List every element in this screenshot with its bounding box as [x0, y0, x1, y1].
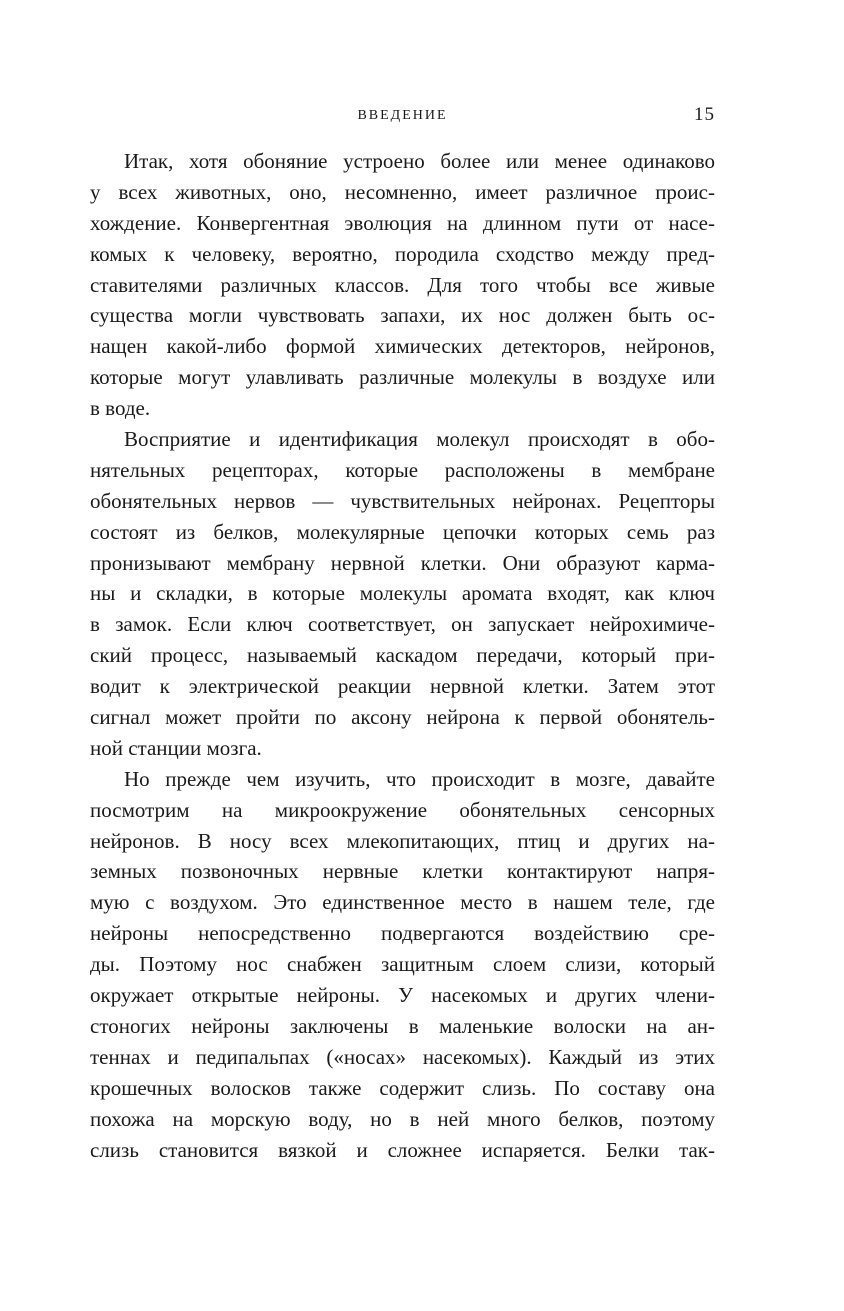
text-line: теннах и педипальпах («носах» насекомых). Каждый из этих [90, 1044, 715, 1069]
text-line: сигнал может пройти по аксону нейрона к первой обонятель- [90, 705, 715, 730]
text-line: ский процесс, называемый каскадом передачи, который при- [90, 643, 715, 668]
text-line: похожа на морскую воду, но в ней много белков, поэтому [90, 1106, 715, 1131]
text-line: водит к электрической реакции нервной клетки. Затем этот [90, 674, 715, 699]
text-line: нятельных рецепторах, которые расположены в мембране [90, 457, 715, 482]
body-text [90, 146, 715, 1165]
text-line: ной станции мозга. [90, 735, 262, 760]
running-head [90, 104, 715, 128]
text-line: которые могут улавливать различные молекулы в воздухе или [90, 365, 715, 390]
paragraph [90, 146, 715, 424]
text-line: обонятельных нервов — чувствительных нейронах. Рецепторы [90, 488, 715, 513]
page-number: 15 [694, 104, 715, 125]
paragraph [90, 764, 715, 1166]
text-line: Но прежде чем изучить, что происходит в мозге, давайте [124, 766, 715, 791]
text-line: стоногих нейроны заключены в маленькие волоски на ан- [90, 1013, 715, 1038]
text-line: нейроны непосредственно подвергаются воздействию сре- [90, 921, 715, 946]
text-line: Восприятие и идентификация молекул происходят в обо- [124, 427, 715, 452]
text-line: ны и складки, в которые молекулы аромата входят, как ключ [90, 581, 715, 606]
text-line: Итак, хотя обоняние устроено более или менее одинаково [124, 149, 715, 173]
text-line: в воде. [90, 396, 151, 421]
text-line: пронизывают мембрану нервной клетки. Они образуют карма- [90, 550, 715, 575]
text-line: слизь становится вязкой и сложнее испаряется. Белки так- [90, 1137, 715, 1162]
text-line: мую с воздухом. Это единственное место в нашем теле, где [90, 890, 715, 915]
text-line: нащен какой-либо формой химических детекторов, нейронов, [90, 334, 715, 359]
text-line: ставителями различных классов. Для того чтобы все живые [90, 272, 715, 297]
text-line: крошечных волосков также содержит слизь. По составу она [90, 1075, 715, 1100]
running-title: ВВЕДЕНИЕ [357, 108, 448, 123]
text-line: земных позвоночных нервные клетки контактируют напря- [90, 859, 715, 884]
text-line: в замок. Если ключ соответствует, он запускает нейрохимиче- [90, 612, 715, 637]
text-line: хождение. Конвергентная эволюция на длинном пути от насе- [90, 210, 715, 235]
text-line: ды. Поэтому нос снабжен защитным слоем слизи, который [90, 952, 715, 977]
text-line: существа могли чувствовать запахи, их нос должен быть ос- [90, 303, 715, 328]
text-line: посмотрим на микроокружение обонятельных сенсорных [90, 797, 715, 822]
paragraph [90, 424, 715, 764]
text-line: окружает открытые нейроны. У насекомых и других члени- [90, 983, 715, 1008]
text-line: у всех животных, оно, несомненно, имеет различное проис- [90, 179, 715, 204]
text-line: нейронов. В носу всех млекопитающих, птиц и других на- [90, 828, 715, 853]
text-line: состоят из белков, молекулярные цепочки которых семь раз [90, 519, 715, 544]
text-line: комых к человеку, вероятно, породила сходство между пред- [90, 241, 715, 266]
